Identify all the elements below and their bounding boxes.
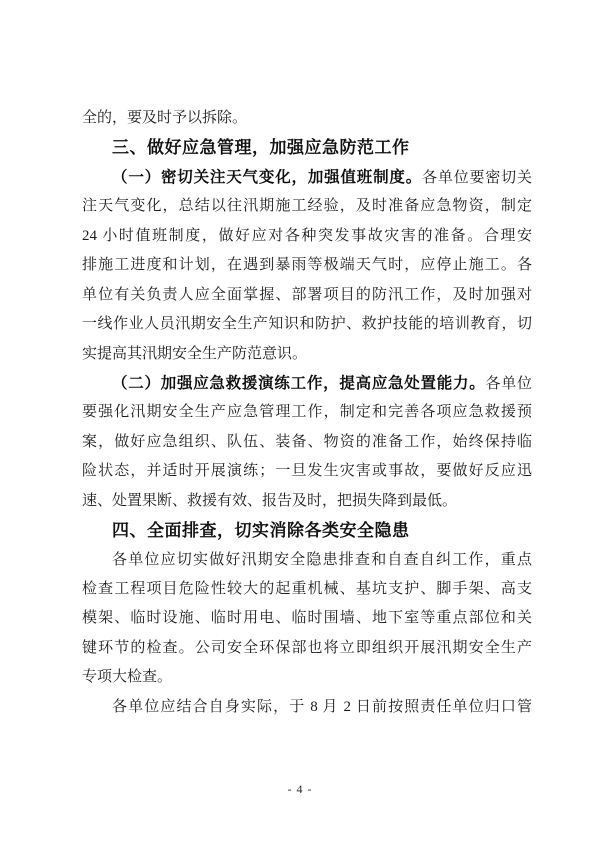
section-heading-3 — [82, 133, 532, 162]
body-line — [82, 310, 532, 339]
body-line — [82, 281, 532, 310]
text-segment-normal: 实提高其汛期安全生产防范意识。 — [82, 345, 308, 362]
text-segment-normal: 速、处置果断、救援有效、报告及时，把损失降到最低。 — [82, 492, 458, 509]
text-segment-normal: 专项大检查。 — [82, 669, 173, 686]
text-segment-normal: 24 小时值班制度，做好应对各种突发事故灾害的准备。合理安 — [82, 227, 532, 244]
text-segment-normal: 键环节的检查。公司安全环保部也将立即组织开展汛期安全生产 — [82, 639, 532, 656]
body-line — [82, 457, 532, 486]
body-line — [82, 604, 532, 633]
body-line — [82, 575, 532, 604]
text-segment-heading: 三、做好应急管理，加强应急防范工作 — [112, 138, 410, 158]
body-line — [82, 693, 532, 722]
page-number: - 4 - — [287, 782, 313, 796]
body-line — [82, 398, 532, 427]
text-segment-normal: 检查工程项目危险性较大的起重机械、基坑支护、脚手架、高支 — [82, 581, 532, 597]
body-line — [82, 369, 532, 398]
text-segment-normal: 一线作业人员汛期安全生产知识和防护、救护技能的培训教育，切 — [82, 316, 532, 333]
text-segment-normal: 案，做好应急组织、队伍、装备、物资的准备工作，始终保持临 — [82, 433, 532, 450]
text-segment-normal: 全的，要及时予以拆除。 — [82, 110, 248, 126]
text-segment-normal: 各单位应切实做好汛期安全隐患排查和自查自纠工作，重点 — [112, 551, 532, 568]
text-segment-normal: 各单位要密切关 — [422, 169, 532, 186]
body-line — [82, 663, 532, 692]
body-line — [82, 104, 532, 133]
text-segment-normal: 注天气变化，总结以往汛期施工经验，及时准备应急物资，制定 — [82, 198, 532, 215]
body-line — [82, 251, 532, 280]
body-line — [82, 546, 532, 575]
body-line — [82, 192, 532, 221]
text-segment-lead: （一）密切关注天气变化，加强值班制度。 — [112, 168, 423, 186]
body-line — [82, 163, 532, 192]
text-segment-lead: （二）加强应急救援演练工作，提高应急处置能力。 — [112, 374, 486, 392]
text-segment-normal: 各单位应结合自身实际，于 8 月 2 日前按照责任单位归口管 — [112, 698, 532, 715]
text-segment-normal: 模架、临时设施、临时用电、临时围墙、地下室等重点部位和关 — [82, 610, 532, 627]
body-line — [82, 634, 532, 663]
text-segment-normal: 排施工进度和计划，在遇到暴雨等极端天气时，应停止施工。各 — [82, 257, 532, 274]
section-heading-4 — [82, 516, 532, 545]
document-lines — [82, 104, 532, 722]
body-line — [82, 340, 532, 369]
text-segment-normal: 单位有关负责人应全面掌握、部署项目的防汛工作，及时加强对 — [82, 286, 532, 303]
body-line — [82, 487, 532, 516]
text-segment-normal: 各单位 — [485, 375, 532, 392]
text-segment-heading: 四、全面排查，切实消除各类安全隐患 — [112, 521, 410, 541]
body-line — [82, 222, 532, 251]
text-segment-normal: 要强化汛期安全生产应急管理工作，制定和完善各项应急救援预 — [82, 404, 532, 421]
text-segment-normal: 险状态，并适时开展演练；一旦发生灾害或事故，要做好反应迅 — [82, 463, 532, 480]
body-line — [82, 428, 532, 457]
